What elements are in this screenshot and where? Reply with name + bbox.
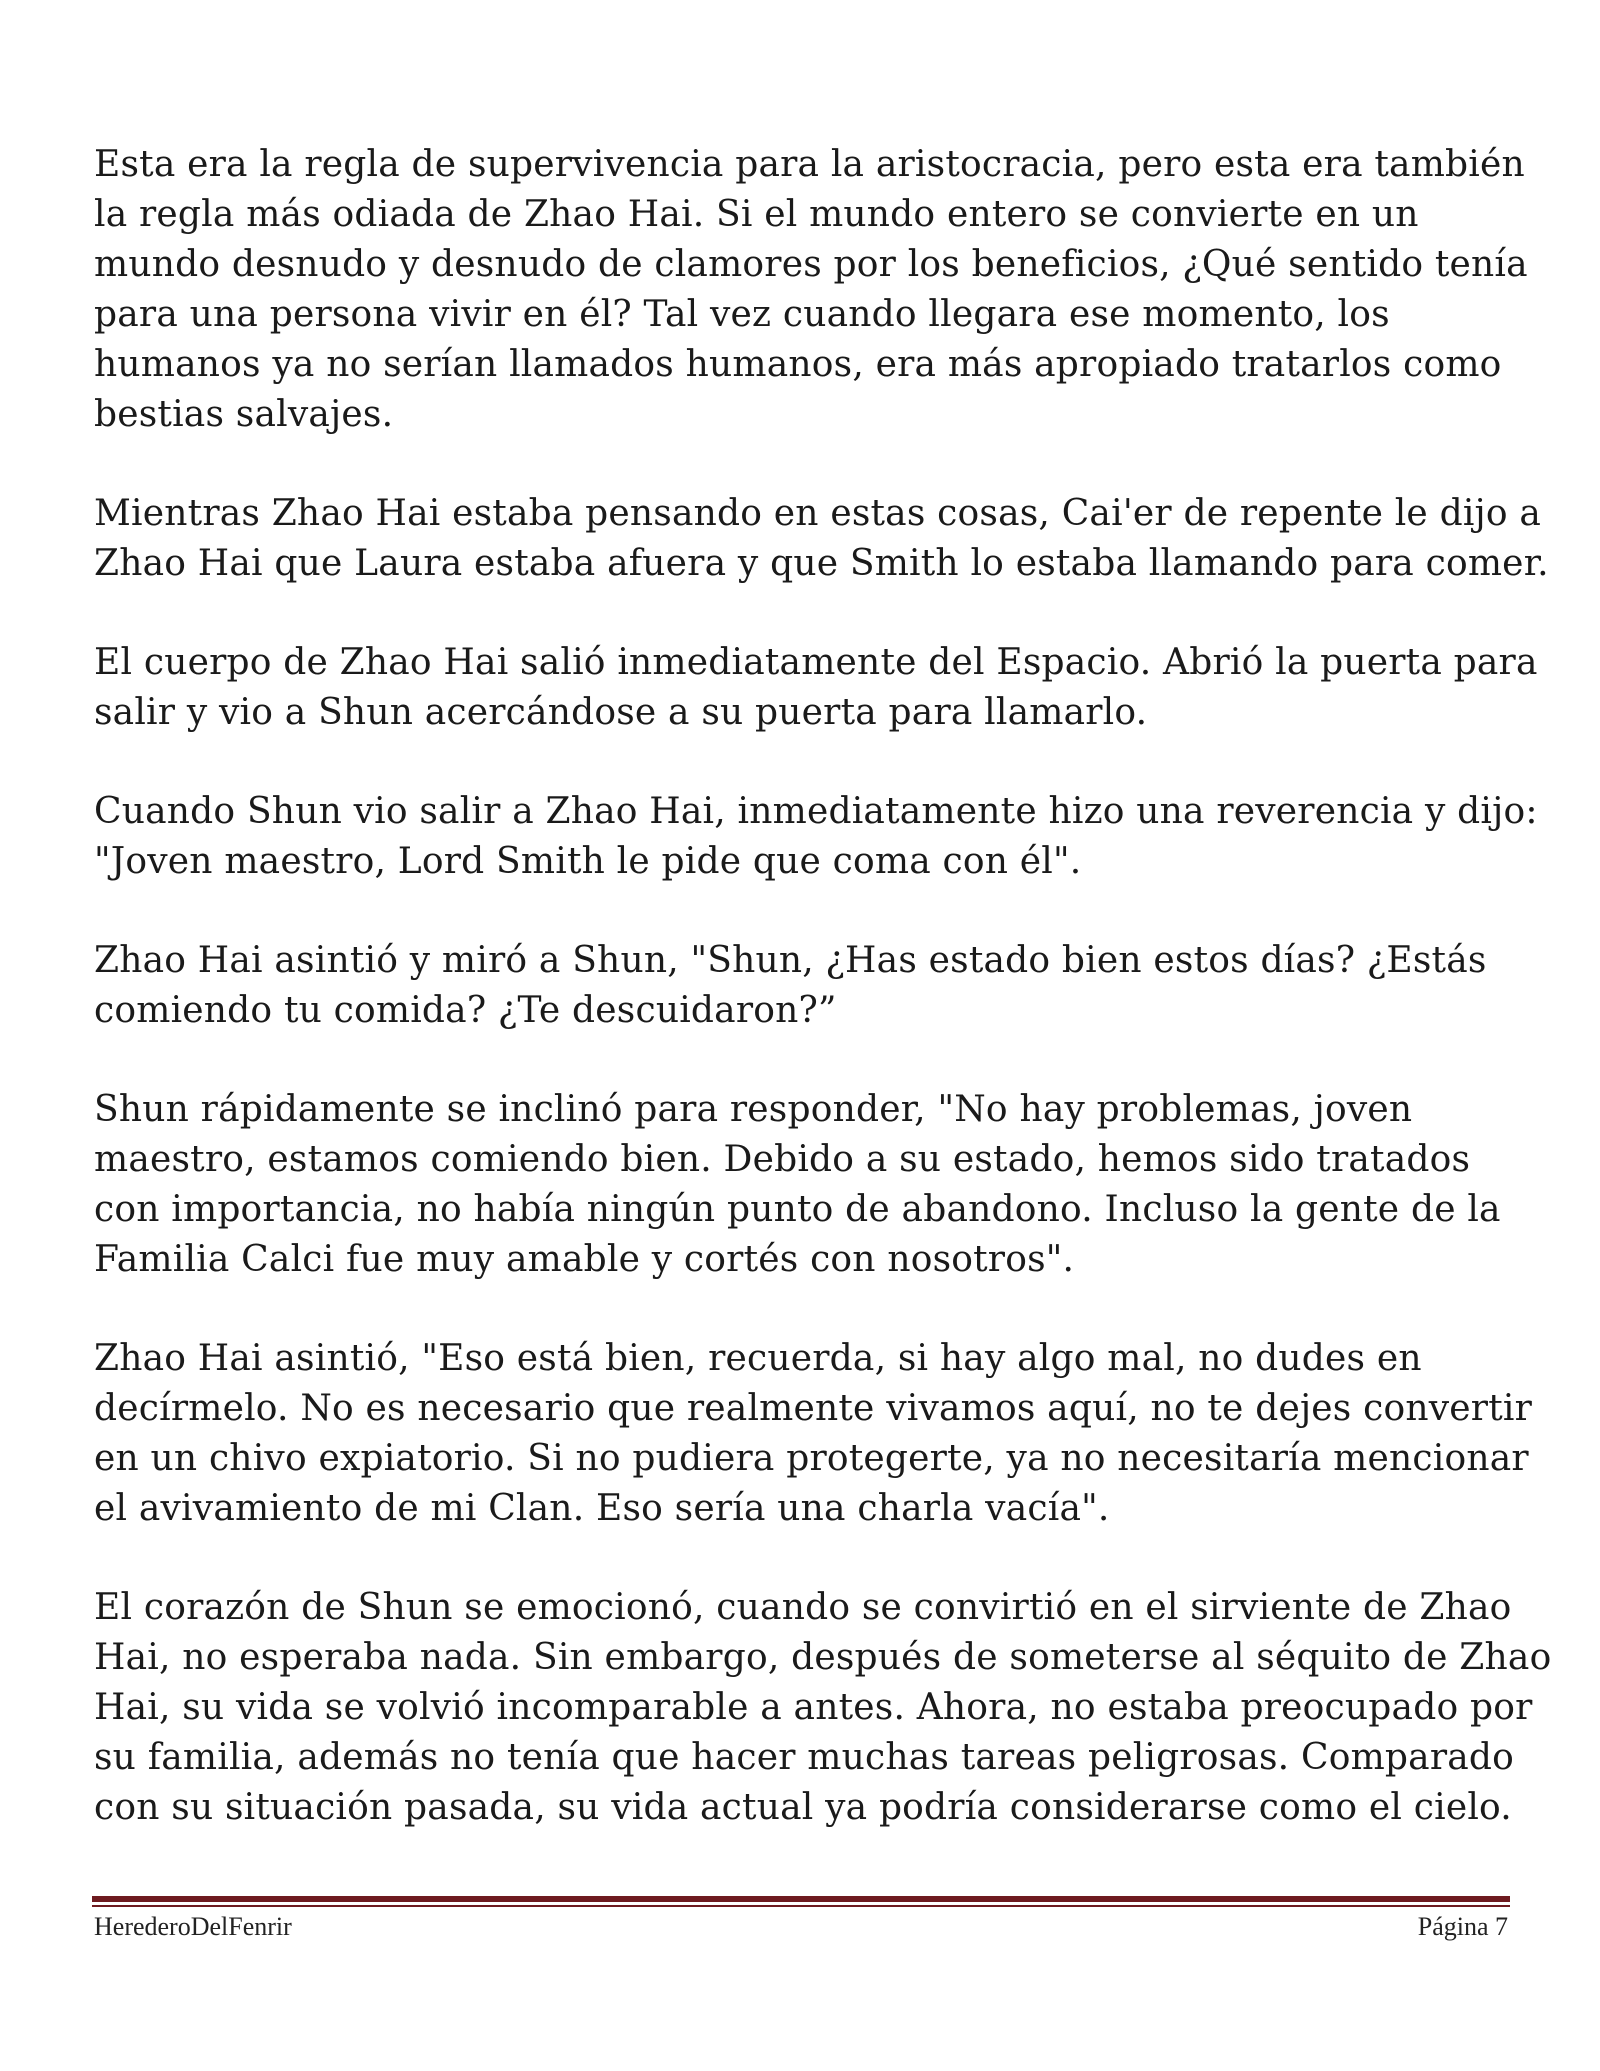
text-line: decírmelo. No es necesario que realmente vivamos aquí, no te dejes convertir <box>94 1388 1532 1429</box>
text-line: "Joven maestro, Lord Smith le pide que coma con él". <box>94 841 1082 882</box>
text-line: bestias salvajes. <box>94 394 394 435</box>
text-line: salir y vio a Shun acercándose a su puerta para llamarlo. <box>94 692 1148 733</box>
paragraph-8 <box>94 1583 1552 1833</box>
footer-author: HerederoDelFenrir <box>94 1912 292 1941</box>
text-line: con importancia, no había ningún punto de abandono. Incluso la gente de la <box>94 1189 1501 1230</box>
text-line: humanos ya no serían llamados humanos, era más apropiado tratarlos como <box>94 344 1502 385</box>
text-line: Zhao Hai asintió, "Eso está bien, recuerda, si hay algo mal, no dudes en <box>94 1338 1422 1379</box>
paragraph-7 <box>94 1334 1532 1534</box>
text-line: en un chivo expiatorio. Si no pudiera protegerte, ya no necesitaría mencionar <box>94 1438 1529 1479</box>
text-line: Shun rápidamente se inclinó para responder, "No hay problemas, joven <box>94 1089 1413 1130</box>
text-line: El corazón de Shun se emocionó, cuando se convirtió en el sirviente de Zhao <box>94 1587 1512 1628</box>
text-line: la regla más odiada de Zhao Hai. Si el mundo entero se convierte en un <box>94 194 1419 235</box>
page-number: Página 7 <box>1417 1912 1508 1941</box>
text-line: Cuando Shun vio salir a Zhao Hai, inmediatamente hizo una reverencia y dijo: <box>94 791 1538 832</box>
text-line: Mientras Zhao Hai estaba pensando en estas cosas, Cai'er de repente le dijo a <box>94 493 1542 534</box>
text-line: Zhao Hai que Laura estaba afuera y que Smith lo estaba llamando para comer. <box>94 543 1549 584</box>
text-line: Hai, no esperaba nada. Sin embargo, después de someterse al séquito de Zhao <box>94 1637 1552 1678</box>
footer-divider-thin <box>92 1905 1510 1907</box>
paragraph-1 <box>94 140 1528 440</box>
text-line: maestro, estamos comiendo bien. Debido a su estado, hemos sido tratados <box>94 1139 1471 1180</box>
text-line: Familia Calci fue muy amable y cortés con nosotros". <box>94 1239 1075 1280</box>
text-line: mundo desnudo y desnudo de clamores por los beneficios, ¿Qué sentido tenía <box>94 244 1528 285</box>
footer-divider <box>92 1896 1510 1902</box>
paragraph-4 <box>94 787 1538 887</box>
text-line: Zhao Hai asintió y miró a Shun, "Shun, ¿Has estado bien estos días? ¿Estás <box>94 940 1487 981</box>
text-line: el avivamiento de mi Clan. Eso sería una charla vacía". <box>94 1488 1110 1529</box>
paragraph-2 <box>94 489 1549 589</box>
page-footer <box>94 1912 1508 1952</box>
text-line: comiendo tu comida? ¿Te descuidaron?” <box>94 990 837 1031</box>
text-line: con su situación pasada, su vida actual ya podría considerarse como el cielo. <box>94 1787 1512 1828</box>
text-line: Hai, su vida se volvió incomparable a antes. Ahora, no estaba preocupado por <box>94 1687 1533 1728</box>
paragraph-6 <box>94 1085 1524 1285</box>
text-line: Esta era la regla de supervivencia para la aristocracia, pero esta era también <box>94 144 1525 185</box>
text-line: su familia, además no tenía que hacer muchas tareas peligrosas. Comparado <box>94 1737 1515 1778</box>
paragraph-5 <box>94 936 1524 1036</box>
text-line: El cuerpo de Zhao Hai salió inmediatamente del Espacio. Abrió la puerta para <box>94 642 1538 683</box>
page-body <box>94 140 1552 1882</box>
paragraph-3 <box>94 638 1538 738</box>
text-line: para una persona vivir en él? Tal vez cuando llegara ese momento, los <box>94 294 1390 335</box>
